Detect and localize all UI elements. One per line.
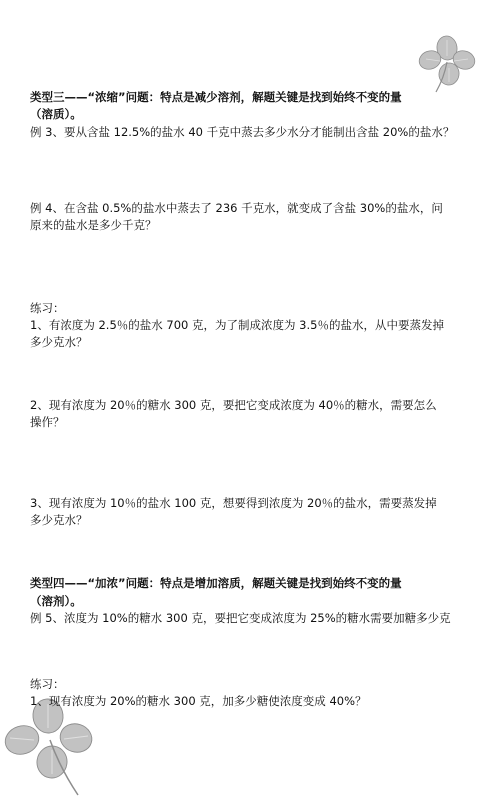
practice-label: 练习： xyxy=(30,301,65,315)
practice-question-3-continued: 多少克水？ xyxy=(30,513,88,527)
practice-label: 练习： xyxy=(30,677,65,691)
practice-question-3: 3、现有浓度为 10％的盐水 100 克，想要得到浓度为 20％的盐水，需要蒸发掉 xyxy=(30,496,437,510)
practice-question-1: 1、有浓度为 2.5％的盐水 700 克，为了制成浓度为 3.5％的盐水，从中要蒸发掉 xyxy=(30,318,444,332)
type4-heading-continued: （溶剂）。 xyxy=(30,594,82,608)
type3-heading: 类型三——“浓缩”问题：特点是减少溶剂，解题关键是找到始终不变的量 xyxy=(30,90,402,104)
type4-heading: 类型四——“加浓”问题：特点是增加溶质，解题关键是找到始终不变的量 xyxy=(30,576,402,590)
example-4: 例 4、在含盐 0.5%的盐水中蒸去了 236 千克水，就变成了含盐 30%的盐水，问 xyxy=(30,201,443,215)
example-3: 例 3、要从含盐 12.5%的盐水 40 千克中蒸去多少水分才能制出含盐 20%的盐水？ xyxy=(30,125,455,139)
practice-question-1-continued: 多少克水？ xyxy=(30,335,88,349)
clover-icon xyxy=(414,34,480,94)
type3-heading-continued: （溶质）。 xyxy=(30,107,82,121)
practice-question-2-continued: 操作？ xyxy=(30,415,65,429)
practice-question-1: 1、现有浓度为 20%的糖水 300 克，加多少糖使浓度变成 40%？ xyxy=(30,694,367,708)
example-5: 例 5、浓度为 10%的糖水 300 克，要把它变成浓度为 25%的糖水需要加糖多少克 xyxy=(30,611,451,625)
example-4-continued: 原来的盐水是多少千克？ xyxy=(30,218,157,232)
practice-question-2: 2、现有浓度为 20％的糖水 300 克，要把它变成浓度为 40％的糖水，需要怎么 xyxy=(30,398,437,412)
